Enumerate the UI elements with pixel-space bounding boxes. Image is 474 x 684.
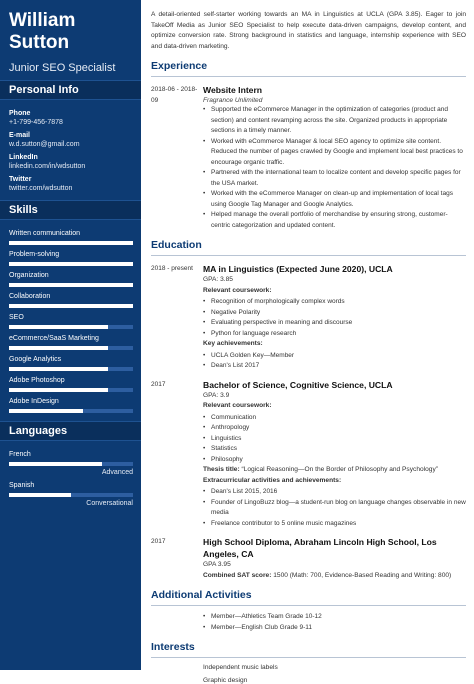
twitter-value[interactable]: twitter.com/wdsutton	[9, 185, 73, 192]
phone-label: Phone	[9, 110, 31, 117]
sat-label: Combined SAT score:	[203, 571, 272, 579]
experience-bullet: • Worked with the eCommerce Manager on clean-up and implementation of local tags using Google Tag Manager and Google Analytics.	[203, 189, 466, 210]
education-title: Bachelor of Science, Cognitive Science, UCLA	[203, 379, 393, 390]
languages-list	[0, 441, 141, 507]
skill-bar	[9, 346, 133, 350]
coursework-item: • Python for language research	[203, 329, 466, 340]
language-level: Advanced	[101, 469, 133, 476]
sidebar	[0, 0, 141, 670]
skill-bar	[9, 283, 133, 287]
skill-bar	[9, 304, 133, 308]
coursework-list	[203, 413, 466, 466]
education-heading: Education	[151, 239, 466, 256]
skill-name: Organization	[9, 272, 49, 279]
skills-list	[0, 220, 141, 413]
skill-bar	[9, 262, 133, 266]
name-last: Sutton	[9, 32, 70, 53]
interests-heading: Interests	[151, 641, 466, 658]
name-first: William	[9, 10, 76, 31]
skill-bar-fill	[9, 388, 108, 392]
coursework-label: Relevant coursework:	[203, 402, 272, 409]
skill-name: Problem-solving	[9, 251, 60, 258]
activities-heading: Additional Activities	[151, 589, 466, 606]
thesis-title: “Logical Reasoning—On the Border of Philosophy and Psychology”	[241, 466, 438, 473]
phone-value: +1-799-456-7878	[9, 119, 63, 126]
activities-list	[203, 612, 466, 633]
linkedin-value[interactable]: linkedin.com/in/wdsutton	[9, 163, 86, 170]
sat-line	[203, 571, 466, 582]
experience-bullets	[203, 105, 466, 231]
education-title: MA in Linguistics (Expected June 2020), UCLA	[203, 264, 393, 274]
language-name: Spanish	[9, 482, 35, 489]
education-date: 2018 - present	[151, 265, 193, 272]
language-bar-fill	[9, 462, 102, 466]
coursework-item: • Negative Polarity	[203, 308, 466, 319]
education-gpa: GPA: 3.9	[203, 391, 230, 399]
experience-bullet: • Supported the eCommerce Manager in the optimization of categories (product and section) and content revamping across the site. Organized products in appropriate sections in a timely manner.	[203, 105, 466, 137]
skill-name: Written communication	[9, 230, 81, 237]
experience-date: 2018-06 - 2018-09	[151, 86, 198, 104]
thesis-line	[203, 465, 466, 476]
skill-bar-fill	[9, 409, 83, 413]
extracurricular-item: • Freelance contributor to 5 online music magazines	[203, 519, 466, 530]
skill-bar-fill	[9, 367, 108, 371]
skill-bar-fill	[9, 346, 108, 350]
achievements-label: Key achievements:	[203, 340, 263, 347]
thesis-label: Thesis title:	[203, 466, 240, 473]
education-date: 2017	[151, 380, 166, 388]
skill-bar-fill	[9, 262, 133, 266]
skill-bar-fill	[9, 304, 133, 308]
skill-bar	[9, 241, 133, 245]
twitter-label: Twitter	[9, 176, 32, 183]
language-bar-fill	[9, 493, 71, 497]
skill-name: Adobe InDesign	[9, 398, 59, 405]
email-label: E-mail	[9, 132, 31, 139]
experience-bullet: • Partnered with the international team to localize content and develop specific pages for the USA market.	[203, 168, 466, 189]
experience-bullet: • Helped manage the overall portfolio of merchandise by ensuring strong, customer-centric categorization and updated content.	[203, 210, 466, 231]
education-title: High School Diploma, Abraham Lincoln High School, Los Angeles, CA	[203, 537, 437, 559]
skill-bar	[9, 409, 133, 413]
coursework-item: • Evaluating perspective in meaning and discourse	[203, 318, 466, 329]
achievement-item: • UCLA Golden Key—Member	[203, 351, 466, 362]
skill-name: Adobe Photoshop	[9, 377, 65, 384]
skill-bar	[9, 325, 133, 329]
activity-item: • Member—English Club Grade 9-11	[203, 623, 466, 634]
language-bar	[9, 493, 133, 497]
education-gpa: GPA: 3.85	[203, 276, 233, 283]
skill-name: eCommerce/SaaS Marketing	[9, 335, 99, 342]
extracurricular-list	[203, 487, 466, 529]
skill-name: SEO	[9, 314, 24, 321]
summary-text: A detail-oriented self-starter working towards an MA in Linguistics at UCLA (GPA 3.85). Eager to join TakeOff Media as Junior SEO Specialist to help execute data-driven campaigns, develop content, and optimize conversion rate. Strong background in statistics and language, internship experience with SEO and data-driven marketing.	[151, 11, 466, 50]
sat-value: 1500 (Math: 700, Evidence-Based Reading and Writing: 800)	[273, 571, 452, 579]
language-level: Conversational	[86, 500, 133, 507]
education-entry-highschool	[151, 536, 466, 581]
linkedin-label: LinkedIn	[9, 154, 38, 161]
coursework-item: • Statistics	[203, 444, 466, 455]
achievement-item: • Dean's List 2017	[203, 361, 466, 372]
education-entry-bsc	[151, 379, 466, 530]
achievements-list	[203, 351, 466, 372]
experience-bullet: • Worked with eCommerce Manager & local SEO agency to optimize site content. Reduced the number of pages crawled by Google and implement local best practices to encourage organic traffic.	[203, 137, 466, 169]
interests-list	[151, 664, 466, 684]
interest-item: Graphic design	[203, 677, 248, 684]
personal-info-section	[0, 100, 141, 192]
education-date: 2017	[151, 538, 166, 545]
main-content	[141, 0, 474, 684]
email-value[interactable]: w.d.sutton@gmail.com	[9, 141, 80, 148]
activity-item: • Member—Athletics Team Grade 10-12	[203, 612, 466, 623]
extracurricular-item: • Founder of LingoBuzz blog—a student-run blog on language changes observable in new media	[203, 498, 466, 519]
coursework-item: • Philosophy	[203, 455, 466, 466]
coursework-item: • Linguistics	[203, 434, 466, 445]
coursework-label: Relevant coursework:	[203, 286, 272, 294]
coursework-list	[203, 297, 466, 339]
job-role: Junior SEO Specialist	[9, 62, 116, 74]
experience-entry	[151, 84, 466, 231]
skill-bar	[9, 388, 133, 392]
coursework-item: • Communication	[203, 413, 466, 424]
experience-heading: Experience	[151, 60, 466, 77]
experience-title: Website Intern	[203, 85, 263, 95]
skills-heading: Skills	[0, 200, 141, 220]
language-name: French	[9, 451, 31, 458]
experience-company: Fragrance Unlimited	[203, 97, 263, 104]
languages-heading: Languages	[0, 421, 141, 441]
coursework-item: • Anthropology	[203, 423, 466, 434]
skill-name: Google Analytics	[9, 356, 62, 363]
skill-bar-fill	[9, 325, 108, 329]
education-entry-ma	[151, 263, 466, 372]
skill-name: Collaboration	[9, 293, 51, 300]
extracurricular-label: Extracurricular activities and achievements:	[203, 476, 342, 484]
personal-info-heading: Personal Info	[0, 80, 141, 100]
coursework-item: • Recognition of morphologically complex words	[203, 297, 466, 308]
education-gpa: GPA 3.95	[203, 561, 231, 568]
language-bar	[9, 462, 133, 466]
interest-item: Independent music labels	[203, 664, 278, 671]
skill-bar	[9, 367, 133, 371]
skill-bar-fill	[9, 283, 133, 287]
extracurricular-item: • Dean's List 2015, 2016	[203, 487, 466, 498]
skill-bar-fill	[9, 241, 133, 245]
